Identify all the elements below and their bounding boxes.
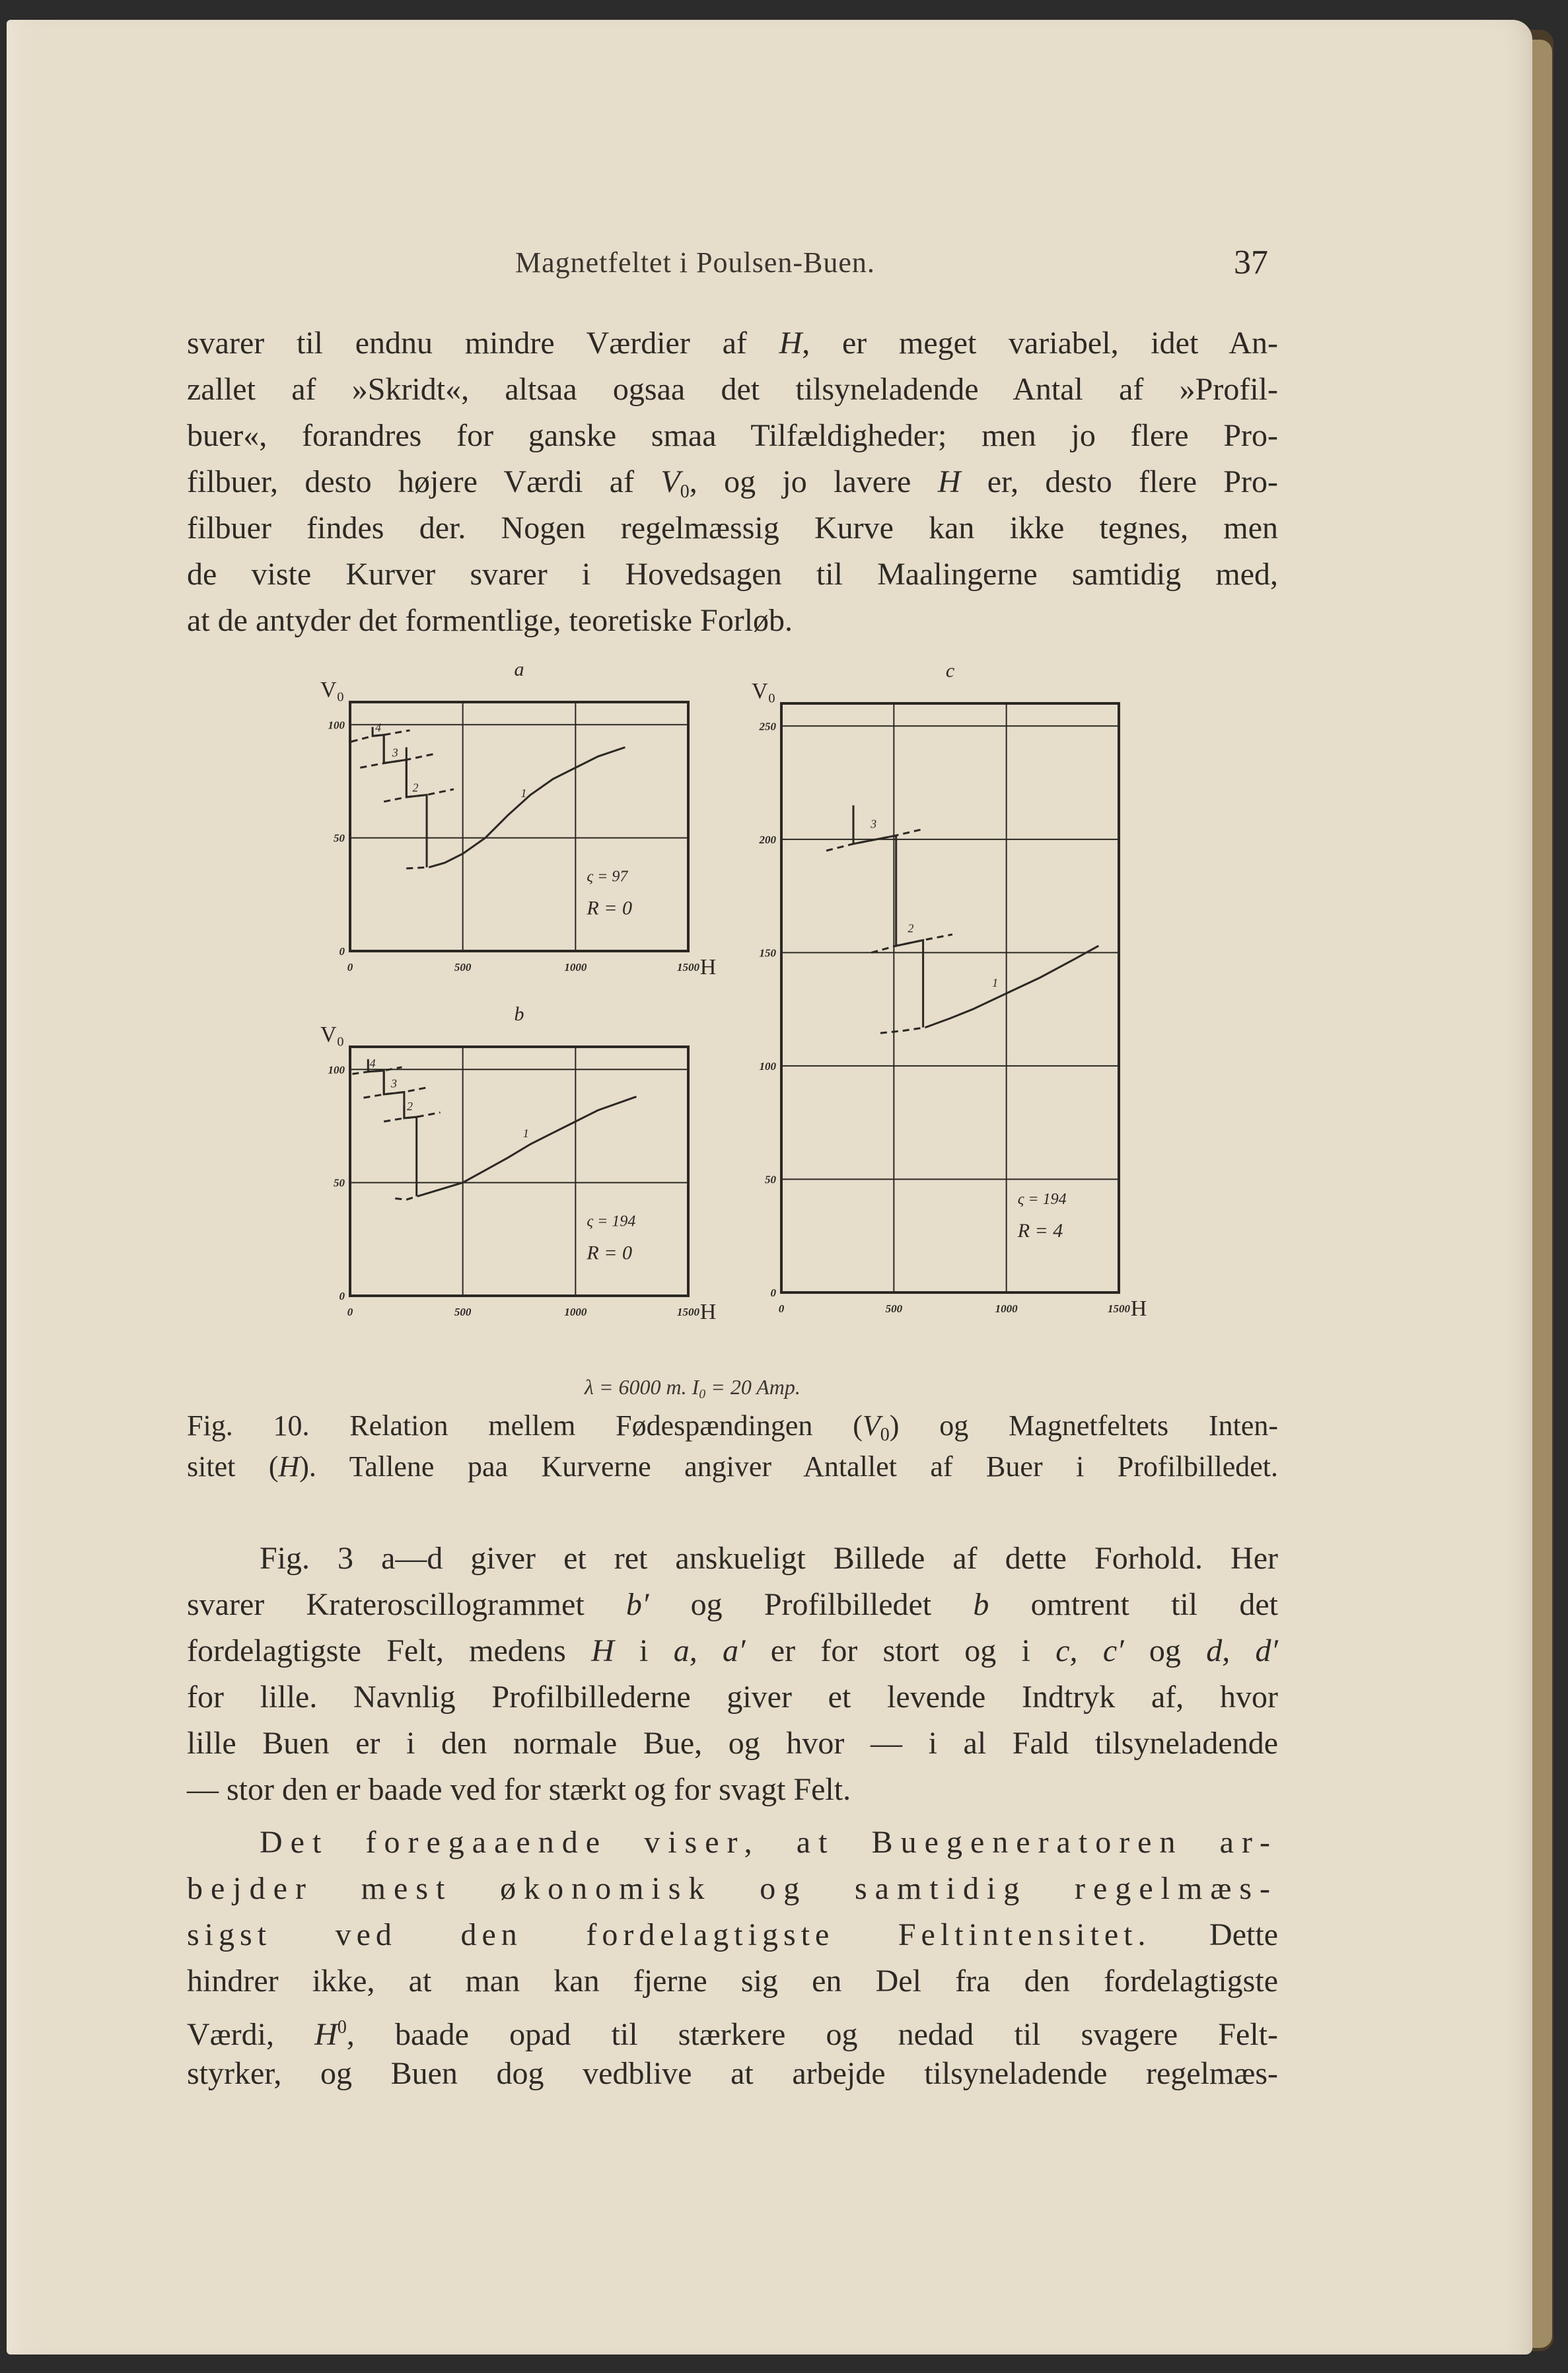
text-line-spaced	[187, 1866, 1278, 1912]
series-line-1	[925, 946, 1098, 1028]
series-line-1	[417, 1096, 636, 1196]
text-run-spaced: sigst ved den fordelagtigste Feltintensitet.	[187, 1917, 1151, 1952]
annotation-sigma: ς = 97	[587, 868, 628, 886]
text-line	[187, 1674, 1278, 1720]
curve-label: 2	[412, 781, 419, 795]
y-axis-label: V₀	[320, 678, 345, 702]
text-line	[187, 1582, 1278, 1628]
math-symbol: c, c′	[1055, 1633, 1124, 1668]
text-line	[187, 1958, 1278, 2004]
curve-label: 3	[871, 817, 877, 831]
figure-conditions	[585, 1375, 801, 1402]
x-tick-label: 0	[347, 961, 353, 974]
x-tick-label: 1500	[677, 1306, 699, 1318]
text-run: er, desto flere Pro-	[960, 464, 1279, 499]
y-tick-label: 150	[759, 946, 776, 960]
conditions-text: λ = 6000 m. I	[585, 1375, 699, 1399]
figure-caption	[187, 1405, 1278, 1487]
page-number: 37	[1234, 244, 1268, 281]
curve-label: 1	[992, 975, 999, 989]
x-tick-label: 500	[454, 1306, 472, 1318]
text-run: for lille. Navnlig Profilbillederne giver et levende Indtryk af, hvor	[187, 1680, 1278, 1715]
x-axis-label: H	[699, 1300, 717, 1324]
series-line-1-dashed	[395, 1196, 417, 1199]
x-tick-label: 1000	[564, 1306, 587, 1318]
subscript: 0	[699, 1387, 706, 1401]
math-symbol: V	[660, 464, 680, 499]
curve-label: 4	[375, 721, 382, 734]
y-tick-label: 50	[765, 1173, 776, 1186]
text-run: zallet af »Skridt«, altsaa ogsaa det tilsyneladende Antal af »Profil-	[187, 372, 1278, 407]
text-run: at de antyder det formentlige, teoretiske Forløb.	[187, 603, 793, 638]
text-run: ). Tallene paa Kurverne angiver Antallet af Buer i Profilbilledet.	[299, 1450, 1278, 1483]
curve-label: 3	[391, 1077, 398, 1090]
text-run: — stor den er baade ved for stærkt og for svagt Felt.	[187, 1772, 851, 1807]
curve-label: 1	[522, 1127, 529, 1141]
text-run: , baade opad til stærkere og nedad til svagere Felt-	[346, 2017, 1279, 2052]
text-run: filbuer, desto højere Værdi af	[187, 464, 661, 499]
plot-frame	[350, 702, 688, 951]
x-tick-label: 0	[778, 1302, 785, 1315]
y-tick-label: 250	[759, 720, 776, 733]
plot-frame	[350, 1047, 688, 1296]
series-line-1-dashed	[880, 1028, 925, 1034]
chart-panel-a	[320, 658, 716, 979]
text-run: styrker, og Buen dog vedblive at arbejde tilsyneladende regelmæs-	[187, 2056, 1278, 2091]
text-run: svarer Krateroscillogrammet	[187, 1587, 626, 1622]
caption-line	[187, 1405, 1278, 1446]
x-tick-label: 0	[347, 1306, 353, 1318]
text-run: Dette	[1151, 1917, 1279, 1952]
text-run: i	[614, 1633, 674, 1668]
x-tick-label: 1500	[1108, 1302, 1130, 1315]
x-axis-label: H	[699, 955, 717, 979]
annotation-resistance: R = 4	[1017, 1220, 1063, 1242]
x-tick-label: 500	[885, 1302, 903, 1315]
paragraph-3	[187, 1820, 1278, 2097]
series-line-2	[406, 748, 427, 868]
text-run: sitet (	[187, 1450, 279, 1483]
panel-title: a	[514, 658, 524, 680]
math-symbol: H	[779, 326, 802, 361]
text-line	[187, 2004, 1278, 2051]
annotation-resistance: R = 0	[587, 897, 632, 919]
text-line	[187, 1912, 1278, 1958]
x-tick-label: 1500	[677, 961, 699, 974]
caption-line	[187, 1446, 1278, 1487]
curve-label: 2	[908, 921, 914, 935]
math-symbol: b′	[625, 1587, 649, 1622]
math-symbol: H	[314, 2017, 338, 2052]
text-run: Fig. 10. Relation mellem Fødespændingen (	[187, 1409, 863, 1442]
text-run: bejder mest økonomisk og samtidig regelmæs-	[187, 1871, 1278, 1906]
y-axis-label: V₀	[320, 1022, 345, 1047]
curve-label: 3	[392, 746, 398, 760]
y-tick-label: 100	[759, 1059, 776, 1073]
y-tick-label: 200	[759, 833, 776, 846]
text-run: fordelagtigste Felt, medens	[187, 1633, 592, 1668]
text-run: ) og Magnetfeltets Inten-	[889, 1409, 1278, 1442]
text-run: er for stort og i	[745, 1633, 1056, 1668]
x-tick-label: 1000	[564, 961, 587, 974]
text-run: Værdi,	[187, 2017, 315, 2052]
panel-title: b	[514, 1003, 524, 1025]
text-run: og	[1123, 1633, 1207, 1668]
curve-label: 4	[369, 1056, 376, 1070]
text-line	[187, 2051, 1278, 2097]
text-run: , og jo lavere	[689, 464, 938, 499]
y-axis-label: V₀	[752, 679, 776, 703]
running-title: Magnetfeltet i Poulsen-Buen.	[515, 246, 875, 279]
y-tick-label: 0	[339, 1290, 345, 1302]
series-line-1	[429, 748, 625, 868]
series-line-4-dashed	[352, 1067, 402, 1074]
annotation-sigma: ς = 194	[587, 1213, 636, 1230]
series-line-2-dashed	[384, 789, 454, 802]
math-symbol: d, d′	[1206, 1633, 1279, 1668]
text-run: buer«, forandres for ganske smaa Tilfældigheder; men jo flere Pro-	[187, 418, 1278, 453]
text-run: omtrent til det	[989, 1587, 1278, 1622]
subscript: 0	[880, 1425, 890, 1445]
text-run: de viste Kurver svarer i Hovedsagen til Maalingerne samtidig med,	[187, 557, 1278, 592]
text-run: , er meget variabel, idet An-	[802, 326, 1278, 361]
chart-panel-b	[320, 1003, 716, 1324]
math-symbol: H	[937, 464, 961, 499]
curve-label: 2	[406, 1099, 413, 1113]
text-line	[187, 1720, 1278, 1767]
panel-title: c	[945, 660, 955, 682]
curve-label: 1	[520, 786, 527, 800]
math-symbol: V	[862, 1409, 880, 1442]
x-axis-label: H	[1130, 1296, 1147, 1321]
math-symbol: H	[591, 1633, 614, 1668]
conditions-text: = 20 Amp.	[705, 1375, 801, 1399]
subscript: 0	[680, 481, 690, 502]
chart-panel-c	[752, 660, 1147, 1321]
text-run: filbuer findes der. Nogen regelmæssig Kurve kan ikke tegnes, men	[187, 511, 1278, 546]
annotation-resistance: R = 0	[587, 1242, 632, 1264]
y-tick-label: 0	[339, 945, 345, 958]
text-run: lille Buen er i den normale Bue, og hvor — i al Fald tilsyneladende	[187, 1726, 1278, 1761]
text-run: Fig. 3 a—d giver et ret anskueligt Billede af dette Forhold. Her	[260, 1541, 1278, 1576]
text-line-spaced	[187, 1820, 1278, 1866]
text-run: svarer til endnu mindre Værdier af	[187, 326, 779, 361]
plot-frame	[781, 703, 1119, 1293]
math-symbol: b	[973, 1587, 989, 1622]
text-line	[187, 1767, 1278, 1813]
text-run: hindrer ikke, at man kan fjerne sig en Del fra den fordelagtigste	[187, 1964, 1278, 1999]
y-tick-label: 0	[770, 1287, 776, 1299]
text-run: og Profilbilledet	[649, 1587, 974, 1622]
paragraph-2	[187, 1536, 1278, 1813]
series-line-1-dashed	[406, 867, 429, 868]
y-tick-label: 50	[334, 832, 345, 845]
annotation-sigma: ς = 194	[1017, 1191, 1067, 1209]
superscript: 0	[337, 2017, 347, 2037]
x-tick-label: 500	[454, 961, 472, 974]
y-tick-label: 50	[334, 1176, 345, 1189]
text-line	[187, 1628, 1278, 1674]
text-line	[187, 1536, 1278, 1582]
x-tick-label: 1000	[995, 1302, 1018, 1315]
series-line-2-dashed	[384, 1112, 440, 1121]
series-line-2-dashed	[871, 935, 952, 953]
text-run: Det foregaaende viser, at Buegeneratoren ar-	[260, 1825, 1278, 1860]
math-symbol: H	[278, 1450, 300, 1483]
y-tick-label: 100	[328, 719, 345, 732]
y-tick-label: 100	[328, 1063, 345, 1077]
math-symbol: a, a′	[673, 1633, 746, 1668]
